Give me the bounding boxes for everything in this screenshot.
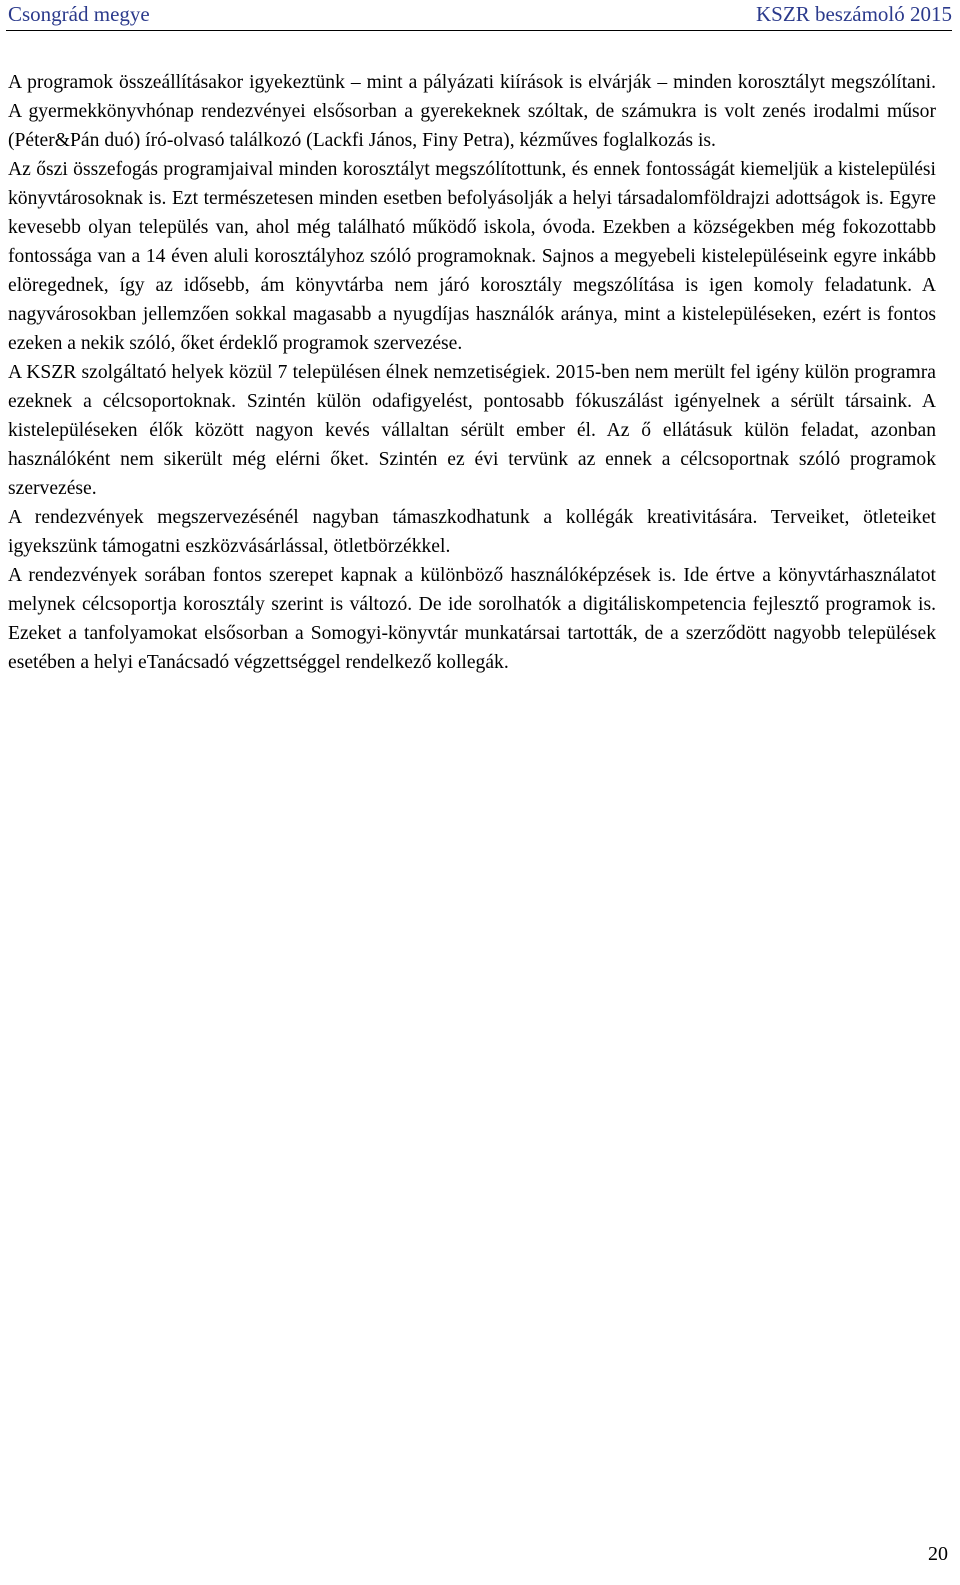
page-header <box>6 0 952 31</box>
paragraph: A rendezvények megszervezésénél nagyban támaszkodhatunk a kollégák kreativitására. Terveiket, ötleteiket igyekszünk támogatni eszközvásárlással, ötletbörzékkel. <box>8 507 936 557</box>
paragraph: Az őszi összefogás programjaival minden korosztályt megszólítottunk, és ennek fontosságát kiemeljük a kistelepülési könyvtárosoknak is. Ezt természetesen minden esetben befolyásolják a helyi társadalomföldrajzi adottságok is. Egyre kevesebb olyan település van, ahol még található működő iskola, óvoda. Ezekben a községekben még fokozottabb fontossága van a 14 éven aluli korosztályhoz szóló programoknak. Sajnos a megyebeli kistelepüléseink egyre inkább elöregednek, így az idősebb, ám könyvtárba nem járó korosztály megszólítása is igen komoly feladatunk. A nagyvárosokban jellemzően sokkal magasabb a nyugdíjas használók aránya, mint a kistelepüléseken, ezért is fontos ezeken a nekik szóló, őket érdeklő programok szervezése. <box>8 159 936 354</box>
paragraph: A programok összeállításakor igyekeztünk – mint a pályázati kiírások is elvárják – minden korosztályt megszólítani. A gyermekkönyvhónap rendezvényei elsősorban a gyerekeknek szóltak, de számukra is volt zenés irodalmi műsor (Péter&Pán duó) író-olvasó találkozó (Lackfi János, Finy Petra), kézműves foglalkozás is. <box>8 72 936 151</box>
header-county: Csongrád megye <box>8 2 150 26</box>
page-number: 20 <box>928 1543 948 1565</box>
document-body <box>8 68 936 677</box>
paragraph: A rendezvények sorában fontos szerepet kapnak a különböző használóképzések is. Ide értve a könyvtárhasználatot melynek célcsoportja korosztály szerint is változó. De ide sorolhatók a digitáliskompetencia fejlesztő programok is. Ezeket a tanfolyamokat elsősorban a Somogyi-könyvtár munkatársai tartották, de a szerződött nagyobb települések esetében a helyi eTanácsadó végzettséggel rendelkező kollegák. <box>8 565 936 673</box>
paragraph: A KSZR szolgáltató helyek közül 7 településen élnek nemzetiségiek. 2015-ben nem merült fel igény külön programra ezeknek a célcsoportoknak. Szintén külön odafigyelést, pontosabb fókuszálást igényelnek a sérült társaink. A kistelepüléseken élők között nagyon kevés vállaltan sérült ember él. Az ő ellátásuk külön feladat, azonban használóként nem sikerült még elérni őket. Szintén ez évi tervünk az ennek a célcsoportnak szóló programok szervezése. <box>8 362 936 499</box>
header-report-title: KSZR beszámoló 2015 <box>756 2 952 26</box>
